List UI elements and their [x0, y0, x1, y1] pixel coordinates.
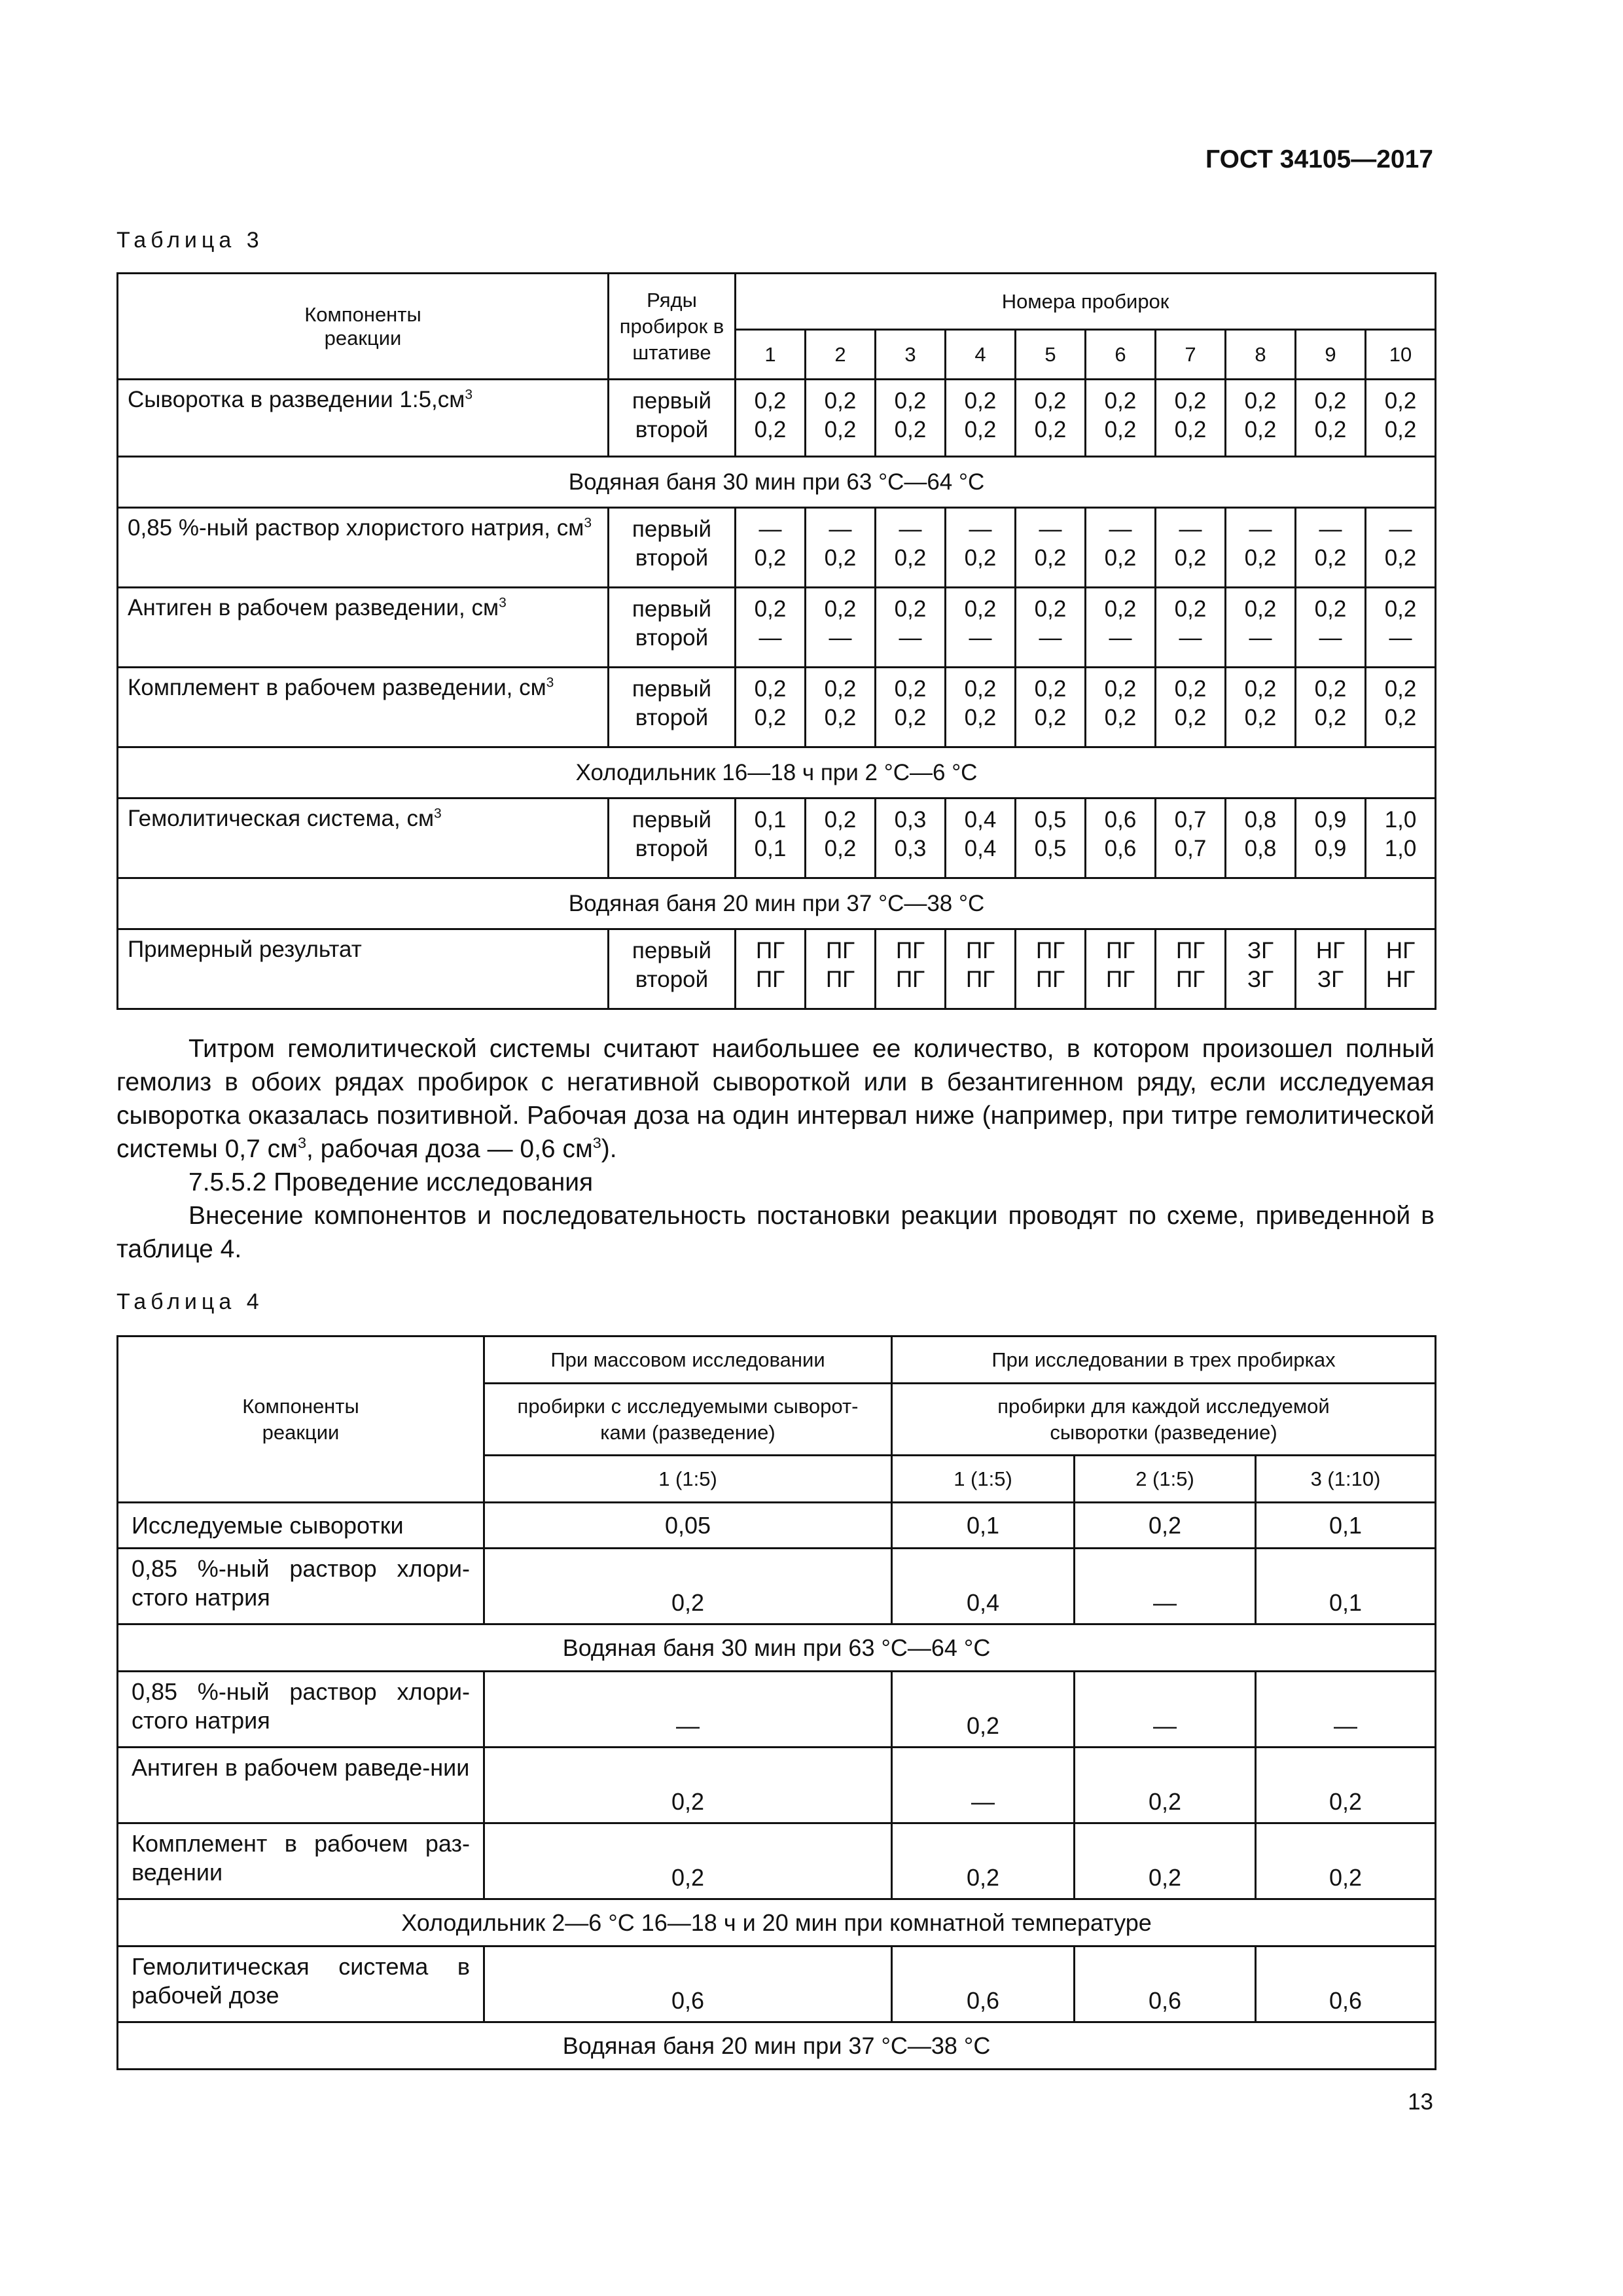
t3-cell-tube-3: 0,3 0,3	[876, 798, 946, 878]
t4-col-label: 2 (1:5)	[1075, 1456, 1256, 1503]
t3-component-label: Комплемент в рабочем разведении, $см^3$	[118, 668, 609, 747]
table-4	[116, 1335, 1436, 2070]
t4-cell-2: 0,6	[892, 1946, 1075, 2022]
t3-cell-tube-3: 0,2 —	[876, 588, 946, 668]
t3-cell-tube-2: 0,2 0,2	[806, 798, 876, 878]
t4-cell-3: 0,2	[1075, 1748, 1256, 1823]
t4-step-water-bath-63: Водяная баня 30 мин при 63 °C—64 °C	[118, 1624, 1436, 1672]
standard-number: ГОСТ 34105—2017	[1205, 145, 1433, 173]
t3-tube-number: 6	[1086, 330, 1156, 380]
t4-head-mass-sub: пробирки с исследуемыми сыворот-ками (разведение)	[484, 1384, 892, 1456]
t3-cell-tube-7: 0,2 0,2	[1156, 380, 1226, 457]
t4-cell-3: 0,2	[1075, 1823, 1256, 1899]
t3-cell-tube-3: 0,2 0,2	[876, 668, 946, 747]
t3-cell-tube-9: — 0,2	[1296, 508, 1366, 588]
t4-cell-2: 0,2	[892, 1823, 1075, 1899]
t3-cell-tube-3: ПГ ПГ	[876, 929, 946, 1009]
t3-head-components: Компоненты реакции	[118, 274, 609, 380]
t4-cell-4: 0,1	[1256, 1503, 1436, 1549]
t3-cell-tube-6: — 0,2	[1086, 508, 1156, 588]
t3-tube-number: 1	[736, 330, 806, 380]
t4-col-label: 1 (1:5)	[484, 1456, 892, 1503]
t4-cell-4: 0,2	[1256, 1748, 1436, 1823]
t3-component-label: 0,85 %-ный раствор хлористого натрия, $см^3$	[118, 508, 609, 588]
t4-cell-2: 0,1	[892, 1503, 1075, 1549]
t3-cell-tube-10: — 0,2	[1366, 508, 1436, 588]
t3-cell-tube-5: 0,5 0,5	[1016, 798, 1086, 878]
t4-cell-1: 0,6	[484, 1946, 892, 2022]
t3-cell-tube-4: 0,2 0,2	[946, 668, 1016, 747]
t4-component-label: 0,85 %-ный раствор хлори-стого натрия	[118, 1672, 484, 1748]
t4-component-label: Исследуемые сыворотки	[118, 1503, 484, 1549]
t4-row-sera	[118, 1503, 1436, 1549]
t3-cell-tube-7: 0,7 0,7	[1156, 798, 1226, 878]
t3-cell-tube-8: 0,2 0,2	[1226, 668, 1296, 747]
paragraph-scheme: Внесение компонентов и последовательность постановки реакции проводят по схеме, приведенной в таблице 4.	[116, 1202, 1435, 1263]
t3-cell-tube-7: 0,2 —	[1156, 588, 1226, 668]
t4-row-complement	[118, 1823, 1436, 1899]
t4-cell-3: 0,6	[1075, 1946, 1256, 2022]
t3-cell-tube-4: ПГ ПГ	[946, 929, 1016, 1009]
t3-cell-tube-5: — 0,2	[1016, 508, 1086, 588]
t3-cell-tube-10: НГ НГ	[1366, 929, 1436, 1009]
t3-cell-tube-3: 0,2 0,2	[876, 380, 946, 457]
table-3	[116, 272, 1436, 1010]
t3-tube-number: 10	[1366, 330, 1436, 380]
t3-cell-tube-8: 0,8 0,8	[1226, 798, 1296, 878]
table4-caption: Таблица 4	[116, 1289, 264, 1314]
t3-cell-tube-4: — 0,2	[946, 508, 1016, 588]
paragraph-titer: Титром гемолитической системы считают наибольшее ее количество, в котором произошел полный гемолиз в обоих рядах пробирок с негативной сывороткой или в безантигенном ряду, если исследуемая сыворотка оказалась позитивной. Рабочая доза на один интервал ниже (например, при титре гемолитической системы 0,7 $см^3$, рабочая доза — 0,6 $см^3$).	[116, 1035, 1435, 1163]
t3-row-complement	[118, 668, 1436, 747]
t3-cell-tube-8: — 0,2	[1226, 508, 1296, 588]
t3-cell-tube-9: 0,2 0,2	[1296, 668, 1366, 747]
t4-component-label: Комплемент в рабочем раз-ведении	[118, 1823, 484, 1899]
t3-cell-tube-4: 0,4 0,4	[946, 798, 1016, 878]
t3-tube-number: 3	[876, 330, 946, 380]
t4-head-three: При исследовании в трех пробирках	[892, 1336, 1436, 1384]
t3-cell-tube-8: ЗГ ЗГ	[1226, 929, 1296, 1009]
t3-step-fridge: Холодильник 16—18 ч при 2 °C—6 °C	[118, 747, 1436, 798]
t3-component-label: Антиген в рабочем разведении, $см^3$	[118, 588, 609, 668]
t4-step-water-bath-37: Водяная баня 20 мин при 37 °C—38 °C	[118, 2022, 1436, 2070]
t3-tube-number: 9	[1296, 330, 1366, 380]
t3-tube-number: 4	[946, 330, 1016, 380]
t4-cell-1: —	[484, 1672, 892, 1748]
t3-cell-tube-6: ПГ ПГ	[1086, 929, 1156, 1009]
t4-cell-4: —	[1256, 1672, 1436, 1748]
t4-head-components: Компоненты реакции	[118, 1336, 484, 1503]
t3-cell-tube-6: 0,6 0,6	[1086, 798, 1156, 878]
t4-cell-3: —	[1075, 1672, 1256, 1748]
t4-row-hemolytic	[118, 1946, 1436, 2022]
t3-cell-tube-8: 0,2 0,2	[1226, 380, 1296, 457]
t3-cell-tube-1: 0,2 —	[736, 588, 806, 668]
t3-cell-tube-5: 0,2 0,2	[1016, 668, 1086, 747]
t3-row-serum	[118, 380, 1436, 457]
section-heading: 7.5.5.2 Проведение исследования	[188, 1168, 594, 1196]
t3-cell-tube-3: — 0,2	[876, 508, 946, 588]
t3-component-label: Сыворотка в разведении $1:5,см^3$	[118, 380, 609, 457]
t3-cell-tube-6: 0,2 0,2	[1086, 668, 1156, 747]
t3-cell-tube-7: — 0,2	[1156, 508, 1226, 588]
t4-cell-4: 0,6	[1256, 1946, 1436, 2022]
t3-row-names: первый второй	[609, 380, 736, 457]
t3-cell-tube-10: 1,0 1,0	[1366, 798, 1436, 878]
t3-cell-tube-5: 0,2 0,2	[1016, 380, 1086, 457]
t3-cell-tube-2: ПГ ПГ	[806, 929, 876, 1009]
t3-component-label: Гемолитическая система, $см^3$	[118, 798, 609, 878]
t4-cell-2: 0,2	[892, 1672, 1075, 1748]
t3-cell-tube-2: 0,2 0,2	[806, 668, 876, 747]
t3-cell-tube-1: 0,2 0,2	[736, 668, 806, 747]
t3-cell-tube-4: 0,2 0,2	[946, 380, 1016, 457]
t3-cell-tube-8: 0,2 —	[1226, 588, 1296, 668]
t3-row-names: первый второй	[609, 929, 736, 1009]
table3-caption: Таблица 3	[116, 228, 264, 253]
t3-head-tubes: Номера пробирок	[736, 274, 1436, 330]
t3-cell-tube-4: 0,2 —	[946, 588, 1016, 668]
t4-cell-3: 0,2	[1075, 1503, 1256, 1549]
t4-step-fridge: Холодильник 2—6 °C 16—18 ч и 20 мин при комнатной температуре	[118, 1899, 1436, 1946]
t4-cell-1: 0,2	[484, 1748, 892, 1823]
t4-col-label: 3 (1:10)	[1256, 1456, 1436, 1503]
t3-cell-tube-7: 0,2 0,2	[1156, 668, 1226, 747]
t3-tube-number: 2	[806, 330, 876, 380]
t3-head-rows: Ряды пробирок в штативе	[609, 274, 736, 380]
t3-row-names: первый второй	[609, 588, 736, 668]
t3-cell-tube-10: 0,2 0,2	[1366, 380, 1436, 457]
t4-cell-2: —	[892, 1748, 1075, 1823]
t3-row-names: первый второй	[609, 508, 736, 588]
t4-head-three-sub: пробирки для каждой исследуемой сыворотки (разведение)	[892, 1384, 1436, 1456]
t3-cell-tube-5: 0,2 —	[1016, 588, 1086, 668]
t3-cell-tube-2: 0,2 0,2	[806, 380, 876, 457]
page-number: 13	[1408, 2089, 1433, 2115]
t3-cell-tube-10: 0,2 0,2	[1366, 668, 1436, 747]
t3-cell-tube-1: ПГ ПГ	[736, 929, 806, 1009]
t3-row-saline	[118, 508, 1436, 588]
t3-cell-tube-9: НГ ЗГ	[1296, 929, 1366, 1009]
t3-cell-tube-6: 0,2 0,2	[1086, 380, 1156, 457]
t3-cell-tube-1: 0,2 0,2	[736, 380, 806, 457]
t3-tube-number: 8	[1226, 330, 1296, 380]
t4-cell-4: 0,1	[1256, 1549, 1436, 1624]
t3-cell-tube-9: 0,2 0,2	[1296, 380, 1366, 457]
t3-row-names: первый второй	[609, 798, 736, 878]
t4-cell-1: 0,2	[484, 1823, 892, 1899]
t4-cell-3: —	[1075, 1549, 1256, 1624]
t4-cell-4: 0,2	[1256, 1823, 1436, 1899]
t4-col-label: 1 (1:5)	[892, 1456, 1075, 1503]
t3-cell-tube-10: 0,2 —	[1366, 588, 1436, 668]
t3-cell-tube-5: ПГ ПГ	[1016, 929, 1086, 1009]
t4-component-label: Антиген в рабочем раведе-нии	[118, 1748, 484, 1823]
t3-cell-tube-2: 0,2 —	[806, 588, 876, 668]
t3-cell-tube-1: — 0,2	[736, 508, 806, 588]
t4-cell-1: 0,05	[484, 1503, 892, 1549]
t4-row-saline-2	[118, 1672, 1436, 1748]
t3-cell-tube-2: — 0,2	[806, 508, 876, 588]
t3-row-antigen	[118, 588, 1436, 668]
t4-component-label: 0,85 %-ный раствор хлори-стого натрия	[118, 1549, 484, 1624]
t3-cell-tube-9: 0,9 0,9	[1296, 798, 1366, 878]
t3-tube-number: 7	[1156, 330, 1226, 380]
t3-row-result	[118, 929, 1436, 1009]
t4-head-mass: При массовом исследовании	[484, 1336, 892, 1384]
t4-cell-2: 0,4	[892, 1549, 1075, 1624]
t4-cell-1: 0,2	[484, 1549, 892, 1624]
t3-cell-tube-6: 0,2 —	[1086, 588, 1156, 668]
t3-cell-tube-1: 0,1 0,1	[736, 798, 806, 878]
t4-row-saline-1	[118, 1549, 1436, 1624]
t3-step-water-bath-63: Водяная баня 30 мин при 63 °C—64 °C	[118, 457, 1436, 508]
t3-component-label: Примерный результат	[118, 929, 609, 1009]
t4-component-label: Гемолитическая система в рабочей дозе	[118, 1946, 484, 2022]
t3-step-water-bath-37: Водяная баня 20 мин при 37 °C—38 °C	[118, 878, 1436, 929]
t3-cell-tube-7: ПГ ПГ	[1156, 929, 1226, 1009]
t3-row-hemolytic	[118, 798, 1436, 878]
t3-cell-tube-9: 0,2 —	[1296, 588, 1366, 668]
t3-row-names: первый второй	[609, 668, 736, 747]
t4-row-antigen	[118, 1748, 1436, 1823]
t3-tube-number: 5	[1016, 330, 1086, 380]
